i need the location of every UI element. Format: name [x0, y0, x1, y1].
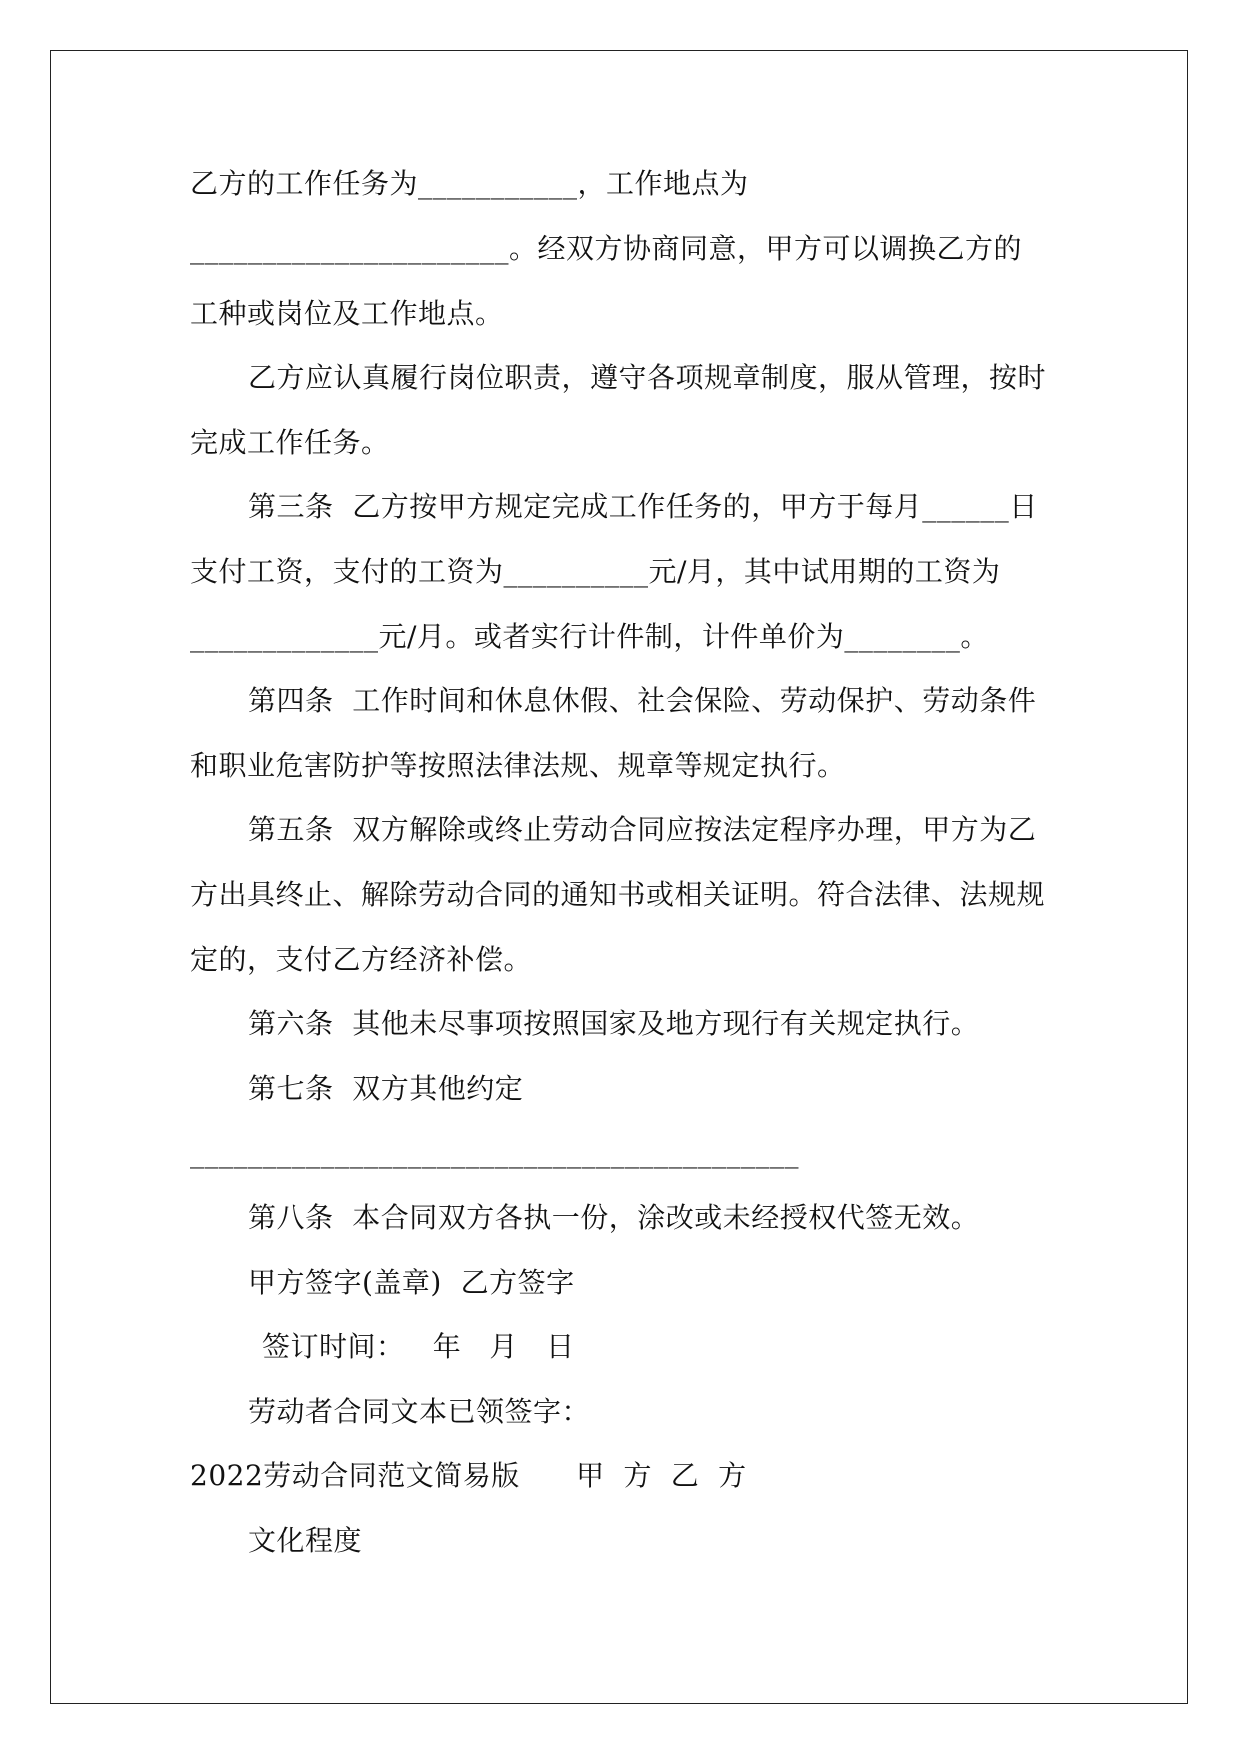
- article-5-line-2: 方出具终止、解除劳动合同的通知书或相关证明。符合法律、法规规: [190, 878, 1046, 911]
- article-5-line-1: 第五条 双方解除或终止劳动合同应按法定程序办理，甲方为乙: [248, 813, 1037, 846]
- education-line: 文化程度: [248, 1524, 363, 1557]
- text-line-1: 乙方的工作任务为___________，工作地点为: [190, 167, 749, 200]
- article-7-blank: __________________________________________: [190, 1136, 799, 1169]
- article-3-line-3: _____________元/月。或者实行计件制，计件单价为________。: [190, 620, 989, 653]
- article-6: 第六条 其他未尽事项按照国家及地方现行有关规定执行。: [248, 1007, 980, 1040]
- article-4-line-2: 和职业危害防护等按照法律法规、规章等规定执行。: [190, 749, 846, 782]
- article-3-line-1: 第三条 乙方按甲方规定完成工作任务的，甲方于每月______日: [248, 490, 1038, 523]
- article-7: 第七条 双方其他约定: [248, 1072, 524, 1105]
- article-8: 第八条 本合同双方各执一份，涂改或未经授权代签无效。: [248, 1201, 980, 1234]
- article-3-line-2: 支付工资，支付的工资为__________元/月，其中试用期的工资为: [190, 555, 1001, 588]
- sign-date-line: 签订时间： 年 月 日: [262, 1330, 575, 1363]
- receipt-line: 劳动者合同文本已领签字：: [248, 1395, 591, 1428]
- title-parties-line: 2022劳动合同范文简易版 甲 方 乙 方: [190, 1459, 747, 1492]
- signature-line: 甲方签字(盖章) 乙方签字: [248, 1266, 575, 1299]
- text-line-5: 完成工作任务。: [190, 426, 390, 459]
- text-line-2: ______________________。经双方协商同意，甲方可以调换乙方的: [190, 232, 1023, 265]
- article-5-line-3: 定的，支付乙方经济补偿。: [190, 943, 533, 976]
- text-line-4: 乙方应认真履行岗位职责，遵守各项规章制度，服从管理，按时: [248, 361, 1047, 394]
- text-line-3: 工种或岗位及工作地点。: [190, 297, 504, 330]
- article-4-line-1: 第四条 工作时间和休息休假、社会保险、劳动保护、劳动条件: [248, 684, 1037, 717]
